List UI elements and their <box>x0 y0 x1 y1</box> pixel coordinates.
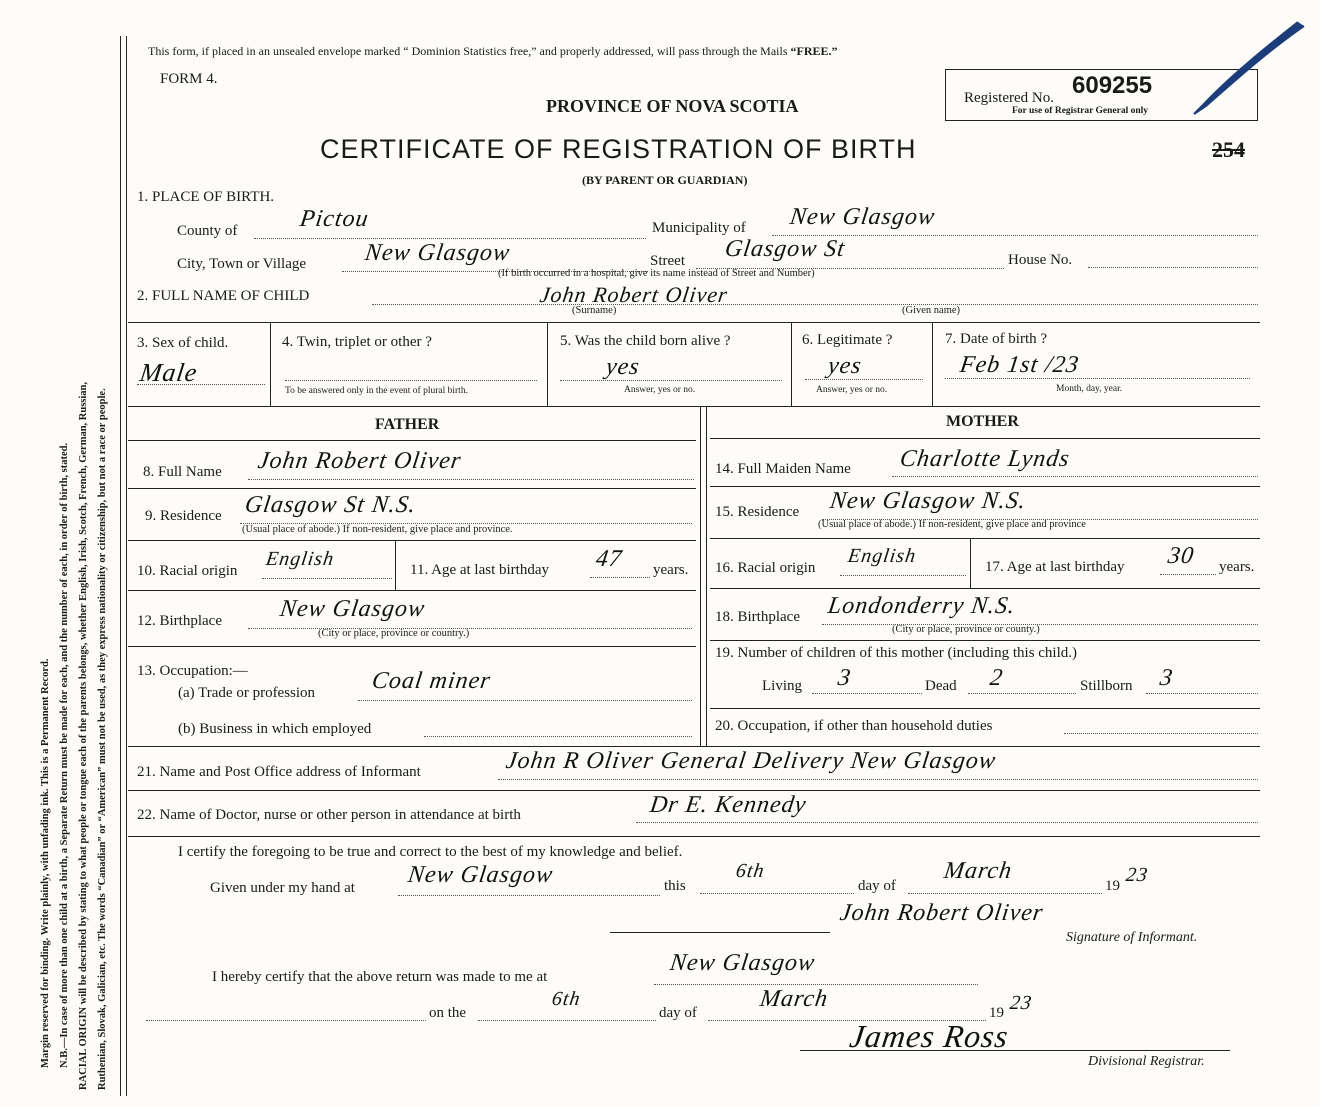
house-no-label: House No. <box>1008 252 1073 268</box>
month-value: March <box>942 858 1014 884</box>
street-value: Glasgow St <box>723 236 847 262</box>
municipality-label: Municipality of <box>652 220 746 236</box>
given-name-note: (Given name) <box>902 305 961 316</box>
reg-year-prefix: 19 <box>989 1005 1004 1021</box>
registrar-general-note: For use of Registrar General only <box>1012 106 1149 116</box>
father-birthplace-label: 12. Birthplace <box>137 613 222 629</box>
dob-value: Feb 1st /23 <box>958 352 1081 378</box>
margin-note-1: Margin reserved for binding. Write plainly, with unfading ink. This is a Permanent Record. <box>40 658 51 1068</box>
born-alive-label: 5. Was the child born alive ? <box>560 333 731 349</box>
given-under-label: Given under my hand at <box>210 880 355 896</box>
mother-years-label: years. <box>1219 559 1255 575</box>
reg-day-value: 6th <box>550 988 583 1010</box>
father-years-label: years. <box>653 562 689 578</box>
father-racial-value: English <box>264 548 336 570</box>
stillborn-label: Stillborn <box>1080 678 1133 694</box>
year-value: 23 <box>1124 864 1150 886</box>
surname-note: (Surname) <box>572 305 617 316</box>
child-name-label: 2. FULL NAME OF CHILD <box>137 288 310 304</box>
mother-residence-note: (Usual place of abode.) If non-resident, give place and province <box>818 519 1086 530</box>
mother-birthplace-value: Londonderry N.S. <box>826 593 1018 619</box>
mother-heading: MOTHER <box>946 413 1019 430</box>
reg-month-value: March <box>758 986 830 1012</box>
father-birthplace-note: (City or place, province or country.) <box>318 628 470 639</box>
trade-label: (a) Trade or profession <box>178 685 316 701</box>
registered-number: 609255 <box>1072 72 1153 99</box>
father-heading: FATHER <box>375 416 440 433</box>
on-the-label: on the <box>429 1005 467 1021</box>
day-of-label: day of <box>858 878 896 894</box>
registered-no-label: Registered No. <box>964 90 1054 106</box>
county-value: Pictou <box>298 206 371 232</box>
twin-note: To be answered only in the event of plural birth. <box>285 386 468 396</box>
mother-age-label: 17. Age at last birthday <box>985 559 1125 575</box>
mother-birthplace-label: 18. Birthplace <box>715 609 800 625</box>
trade-value: Coal miner <box>370 668 493 694</box>
hospital-note: (If birth occurred in a hospital, give its name instead of Street and Number) <box>498 268 815 279</box>
form-number: FORM 4. <box>160 71 218 87</box>
father-residence-label: 9. Residence <box>145 508 222 524</box>
doctor-value: Dr E. Kennedy <box>648 792 809 818</box>
county-label: County of <box>177 223 238 239</box>
place-of-birth-label: 1. PLACE OF BIRTH. <box>137 189 275 205</box>
informant-label: 21. Name and Post Office address of Informant <box>137 764 421 780</box>
father-age-value: 47 <box>594 546 624 572</box>
reg-day-of-label: day of <box>659 1005 697 1021</box>
street-label: Street <box>650 253 685 269</box>
page-title: CERTIFICATE OF REGISTRATION OF BIRTH <box>320 134 917 164</box>
sex-value: Male <box>138 358 200 387</box>
hereby-certify-label: I hereby certify that the above return was made to me at <box>212 969 548 985</box>
margin-note-2: N.B.—In case of more than one child at a birth, a Separate Return must be made for each, and the number of each, in order of birth, stated. <box>59 442 70 1068</box>
municipality-value: New Glasgow <box>788 204 937 230</box>
informant-signature: John Robert Oliver <box>838 900 1046 926</box>
informant-value: John R Oliver General Delivery New Glasgow <box>504 748 998 774</box>
mother-residence-label: 15. Residence <box>715 504 800 520</box>
sex-label: 3. Sex of child. <box>137 335 229 351</box>
pen-check-mark <box>1180 14 1310 124</box>
margin-note-4: Ruthenian, Slovak, Galician, etc. The words “Canadian” or “American” must not be used, as they express nationality or citizenship, but not a race or people. <box>97 388 108 1090</box>
mother-residence-value: New Glasgow N.S. <box>828 488 1028 514</box>
dead-value: 2 <box>988 665 1005 691</box>
mother-racial-value: English <box>846 545 918 567</box>
dob-note: Month, day, year. <box>1056 384 1123 394</box>
business-label: (b) Business in which employed <box>178 721 372 737</box>
dead-label: Dead <box>925 678 957 694</box>
mother-occupation-label: 20. Occupation, if other than household duties <box>715 718 993 734</box>
province-heading: PROVINCE OF NOVA SCOTIA <box>546 96 799 116</box>
father-name-value: John Robert Oliver <box>256 448 464 474</box>
father-name-label: 8. Full Name <box>143 464 222 480</box>
born-alive-note: Answer, yes or no. <box>624 385 696 395</box>
occupation-label: 13. Occupation:— <box>137 663 248 679</box>
day-value: 6th <box>734 860 767 882</box>
divisional-registrar-label: Divisional Registrar. <box>1088 1054 1205 1069</box>
twin-label: 4. Twin, triplet or other ? <box>282 334 432 350</box>
mother-name-label: 14. Full Maiden Name <box>715 461 851 477</box>
children-label: 19. Number of children of this mother (including this child.) <box>715 645 1078 661</box>
child-name-value: John Robert Oliver <box>538 282 730 307</box>
corner-mark: 254 <box>1212 137 1245 162</box>
mother-name-value: Charlotte Lynds <box>898 446 1072 472</box>
mother-racial-label: 16. Racial origin <box>715 560 816 576</box>
reg-year-value: 23 <box>1008 992 1034 1014</box>
mother-age-value: 30 <box>1166 543 1196 569</box>
dob-label: 7. Date of birth ? <box>945 331 1048 347</box>
mail-note: This form, if placed in an unsealed envelope marked “ Dominion Statistics free,” and properly addressed, will pass through the Mails “FREE.” <box>148 44 838 58</box>
signature-informant-label: Signature of Informant. <box>1066 930 1198 945</box>
registrar-signature: James Ross <box>847 1018 1012 1054</box>
living-label: Living <box>762 678 802 694</box>
father-birthplace-value: New Glasgow <box>278 596 427 622</box>
father-residence-note: (Usual place of abode.) If non-resident, give place and province. <box>242 524 513 535</box>
page-subtitle: (BY PARENT OR GUARDIAN) <box>582 173 748 187</box>
certify-statement: I certify the foregoing to be true and correct to the best of my knowledge and belief. <box>178 844 683 860</box>
registrar-at-value: New Glasgow <box>668 950 817 976</box>
living-value: 3 <box>836 665 853 691</box>
legitimate-note: Answer, yes or no. <box>816 385 888 395</box>
stillborn-value: 3 <box>1158 665 1175 691</box>
city-value: New Glasgow <box>363 240 512 266</box>
mother-birthplace-note: (City or place, province or county.) <box>892 624 1040 635</box>
year-prefix: 19 <box>1105 878 1120 894</box>
born-alive-value: yes <box>604 354 642 380</box>
this-label: this <box>664 878 686 894</box>
margin-note-3: RACIAL ORIGIN will be described by stating to what people or tongue each of the parents belongs, whether English, Irish, Scotch, French, German, Russian, <box>78 381 89 1090</box>
father-racial-label: 10. Racial origin <box>137 563 238 579</box>
given-at-value: New Glasgow <box>406 862 555 888</box>
city-label: City, Town or Village <box>177 256 307 272</box>
legitimate-label: 6. Legitimate ? <box>802 332 893 348</box>
legitimate-value: yes <box>826 353 864 379</box>
father-residence-value: Glasgow St N.S. <box>243 492 418 518</box>
father-age-label: 11. Age at last birthday <box>410 562 549 578</box>
doctor-label: 22. Name of Doctor, nurse or other person in attendance at birth <box>137 807 521 823</box>
